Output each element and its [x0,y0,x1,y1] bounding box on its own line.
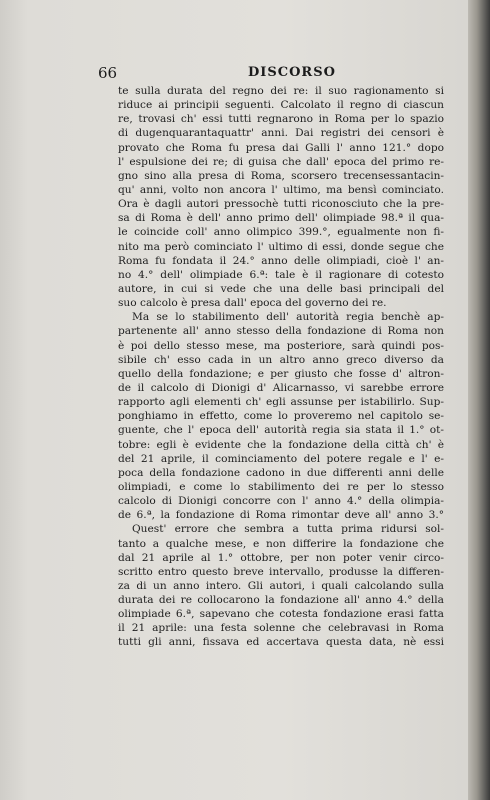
text-line: suo calcolo è presa dall' epoca del governo dei re. [118,297,387,310]
text-line: Ora è dagli autori pressochè tutti riconosciuto che la pre- [118,198,444,211]
body-text [118,84,444,650]
text-line: re, trovasi ch' essi tutti regnarono in Roma per lo spazio [118,113,444,126]
text-line: di dugenquarantaquattr' anni. Dai registri dei censori è [118,127,444,140]
text-line: scritto entro questo breve intervallo, produsse la differen- [118,565,444,578]
text-line: tobre: egli è evidente che la fondazione della città ch' è [118,438,444,451]
text-line: poca della fondazione cadono in due differenti anni delle [118,466,444,479]
text-line: za di un anno intero. Gli autori, i quali calcolando sulla [118,579,444,592]
text-line: olimpiade 6.ª, sapevano che cotesta fondazione erasi fatta [118,608,444,621]
text-line: provato che Roma fu presa dai Galli l' anno 121.° dopo [118,141,444,154]
text-line: l' espulsione dei re; di guisa che dall' epoca del primo re- [118,155,444,168]
text-line: no 4.° dell' olimpiade 6.ª: tale è il ragionare di cotesto [118,268,444,281]
text-line: gno sino alla presa di Roma, scorsero trecensessantacin- [118,169,444,182]
text-line: durata dei re collocarono la fondazione all' anno 4.° della [118,594,444,607]
text-line: autore, in cui si vede che una delle basi principali del [118,282,444,295]
text-line: il 21 aprile: una festa solenne che celebravasi in Roma [118,622,444,635]
text-line: tutti gli anni, fissava ed accertava questa data, nè essi [118,636,444,649]
text-line: Ma se lo stabilimento dell' autorità regia benchè ap- [132,311,444,324]
text-line: partenente all' anno stesso della fondazione di Roma non [118,325,444,338]
text-line: riduce ai principii seguenti. Calcolato il regno di ciascun [118,99,444,112]
text-line: de 6.ª, la fondazione di Roma rimontar deve all' anno 3.° [118,509,444,522]
text-line: sibile ch' esso cada in un altro anno greco diverso da [118,353,444,366]
text-line: le coincide coll' anno olimpico 399.°, egualmente non fi- [118,226,444,239]
text-line: Roma fu fondata il 24.° anno delle olimpiadi, cioè l' an- [118,254,444,267]
paragraph-3 [118,522,444,649]
paragraph-1 [118,84,444,310]
text-line: qu' anni, volto non ancora l' ultimo, ma bensì cominciato. [118,183,444,196]
text-line: è poi dello stesso mese, ma posteriore, sarà quindi pos- [118,339,444,352]
text-line: del 21 aprile, il cominciamento del potere regale e l' e- [118,452,444,465]
text-line: dal 21 aprile al 1.° ottobre, per non poter venir circo- [118,551,444,564]
text-line: Quest' errore che sembra a tutta prima ridursi sol- [132,523,444,536]
text-line: nito ma però cominciato l' ultimo di essi, donde segue che [118,240,444,253]
running-head: DISCORSO [248,65,336,80]
text-line: guente, che l' epoca dell' autorità regia sia stata il 1.° ot- [118,424,444,437]
text-line: ponghiamo in effetto, come lo proveremo nel capitolo se- [118,410,444,423]
text-line: olimpiadi, e come lo stabilimento dei re per lo stesso [118,480,444,493]
page-number: 66 [98,64,118,82]
text-line: sa di Roma è dell' anno primo dell' olimpiade 98.ª il qua- [118,212,444,225]
text-line: quello della fondazione; e per giusto che fosse d' altron- [118,367,444,380]
page-header [98,64,444,84]
page-edge [468,0,490,800]
text-line: calcolo di Dionigi concorre con l' anno 4.° della olimpia- [118,495,444,508]
paragraph-2 [118,310,444,522]
text-line: tanto a qualche mese, e non differire la fondazione che [118,537,444,550]
text-line: de il calcolo di Dionigi d' Alicarnasso, vi sarebbe errore [118,381,444,394]
text-line: te sulla durata del regno dei re: il suo ragionamento si [118,85,444,97]
text-line: rapporto agli elementi ch' egli assunse per istabilirlo. Sup- [118,396,444,409]
